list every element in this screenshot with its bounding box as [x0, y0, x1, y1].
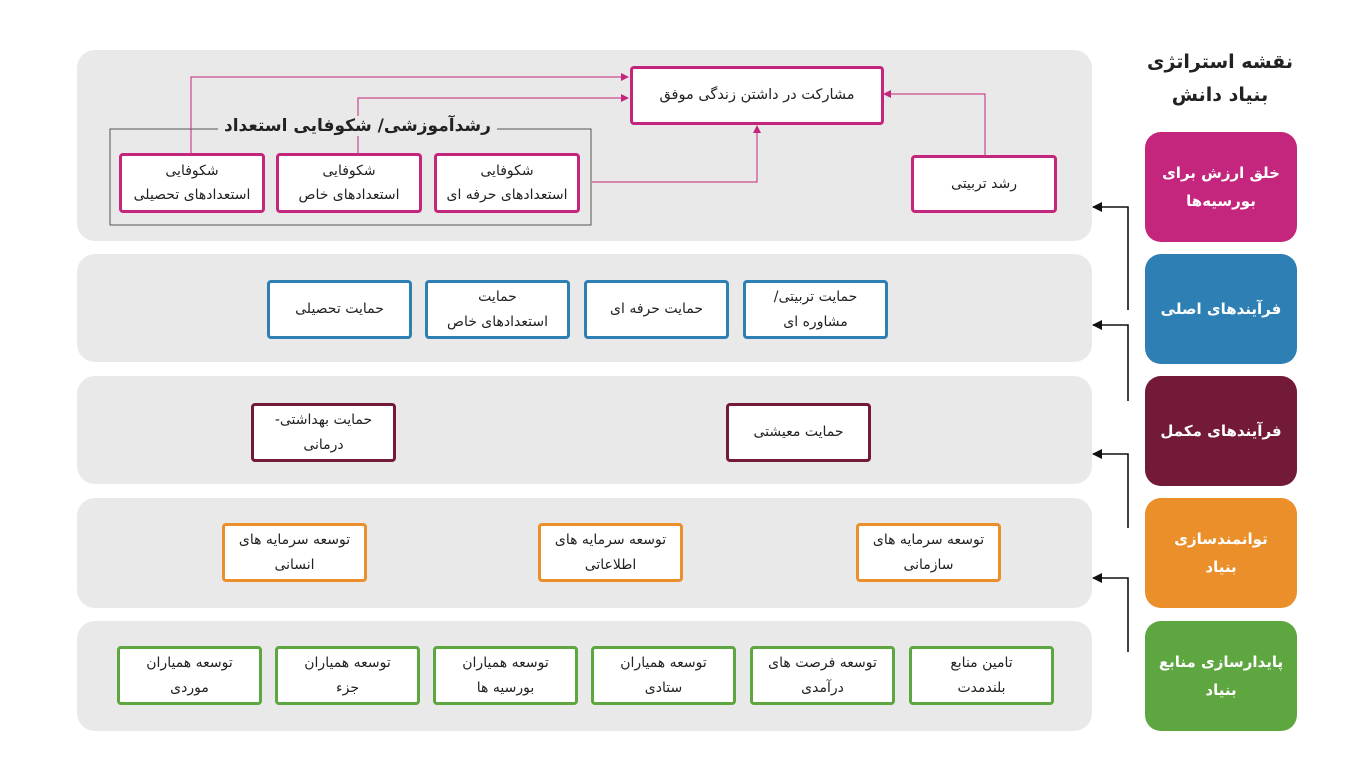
label-empower-line-2: بنیاد [1205, 558, 1237, 576]
box-part-partners-line-2: جزء [336, 679, 359, 696]
box-special-talent-support-line-1: حمایت [478, 289, 517, 305]
box-educational-growth-text: رشد تربیتی [951, 175, 1017, 192]
box-special-talent-support [425, 280, 570, 339]
box-professional-support [584, 280, 729, 339]
box-talent-academic-line-1: شکوفایی [165, 162, 219, 179]
box-staff-partners-line-2: ستادی [644, 679, 683, 696]
title-line-1: نقشه استراتژی [1147, 51, 1293, 73]
box-counseling-support-line-2: مشاوره ای [783, 313, 848, 330]
box-income-opportunities [750, 646, 895, 705]
box-long-term-funding-line-1: تامین منابع [950, 655, 1013, 671]
box-talent-professional-line-1: شکوفایی [480, 162, 534, 179]
link-emp-comp [1093, 454, 1128, 528]
box-part-partners-line-1: توسعه همیاران [304, 655, 391, 671]
box-successful-life-text: مشارکت در داشتن زندگی موفق [659, 86, 855, 103]
box-staff-partners [591, 646, 736, 705]
label-core-processes [1145, 254, 1297, 364]
link-growth-top [884, 94, 985, 155]
label-value-creation [1145, 132, 1297, 242]
link-comp-core [1093, 325, 1128, 401]
box-information-capital-line-1: توسعه سرمایه های [554, 532, 667, 548]
box-living-support-text: حمایت معیشتی [753, 424, 844, 441]
box-scholar-partners-line-2: بورسیه ها [476, 679, 535, 696]
link-core-value [1093, 207, 1128, 310]
box-long-term-funding-line-2: بلندمدت [957, 679, 1006, 696]
box-staff-partners-line-1: توسعه همیاران [620, 655, 707, 671]
label-complementary-processes [1145, 376, 1297, 486]
label-value-line-2: بورسیه‌ها [1186, 192, 1256, 210]
title-line-2: بنیاد دانش [1171, 84, 1269, 107]
box-counseling-support [743, 280, 888, 339]
box-health-support-line-2: درمانی [303, 436, 344, 453]
box-human-capital-line-1: توسعه سرمایه های [238, 532, 351, 548]
box-income-opportunities-line-1: توسعه فرصت های [768, 655, 877, 671]
link-sus-emp [1093, 578, 1128, 652]
box-academic-support-text: حمایت تحصیلی [295, 301, 384, 318]
box-information-capital-line-2: اطلاعاتی [584, 556, 637, 573]
box-educational-growth [911, 155, 1057, 213]
label-sustainability [1145, 621, 1297, 731]
box-talent-special-line-2: استعدادهای خاص [298, 187, 400, 203]
box-talent-academic-line-2: استعدادهای تحصیلی [133, 187, 251, 203]
label-core-line-1: فرآیندهای اصلی [1160, 299, 1282, 318]
box-human-capital-line-2: انسانی [274, 556, 315, 573]
box-occasional-partners-line-2: موردی [170, 679, 209, 696]
link-pro-top [592, 126, 757, 182]
box-successful-life [630, 66, 884, 125]
box-organizational-capital-line-1: توسعه سرمایه های [872, 532, 985, 548]
box-occasional-partners [117, 646, 262, 705]
label-empower-line-1: توانمندسازی [1174, 529, 1268, 548]
box-scholar-partners-line-1: توسعه همیاران [462, 655, 549, 671]
box-talent-academic [119, 153, 265, 213]
label-sustain-line-1: پایدارسازی منابع [1158, 652, 1284, 671]
box-living-support [726, 403, 871, 462]
box-academic-support [267, 280, 412, 339]
box-information-capital [538, 523, 683, 582]
box-scholar-partners [433, 646, 578, 705]
box-counseling-support-line-1: حمایت تربیتی/ [773, 289, 858, 305]
box-human-capital [222, 523, 367, 582]
box-organizational-capital-line-2: سازمانی [903, 556, 954, 573]
label-sustain-line-2: بنیاد [1205, 681, 1237, 699]
label-empowerment [1145, 498, 1297, 608]
box-talent-special [276, 153, 422, 213]
box-health-support [251, 403, 396, 462]
box-occasional-partners-line-1: توسعه همیاران [146, 655, 233, 671]
box-special-talent-support-line-2: استعدادهای خاص [447, 313, 548, 330]
box-talent-special-line-1: شکوفایی [322, 162, 376, 179]
box-talent-professional [434, 153, 580, 213]
box-income-opportunities-line-2: درآمدی [801, 679, 844, 696]
box-talent-professional-line-2: استعدادهای حرفه ای [446, 187, 568, 203]
box-part-partners [275, 646, 420, 705]
strategy-title [1140, 46, 1300, 113]
box-organizational-capital [856, 523, 1001, 582]
talent-group-title: رشدآموزشی/ شکوفایی استعداد [218, 116, 497, 136]
box-long-term-funding [909, 646, 1054, 705]
label-value-line-1: خلق ارزش برای [1162, 163, 1280, 182]
box-health-support-line-1: حمایت بهداشتی- [274, 412, 373, 428]
box-professional-support-text: حمایت حرفه ای [610, 301, 703, 318]
label-complementary-line-1: فرآیندهای مکمل [1160, 421, 1282, 440]
